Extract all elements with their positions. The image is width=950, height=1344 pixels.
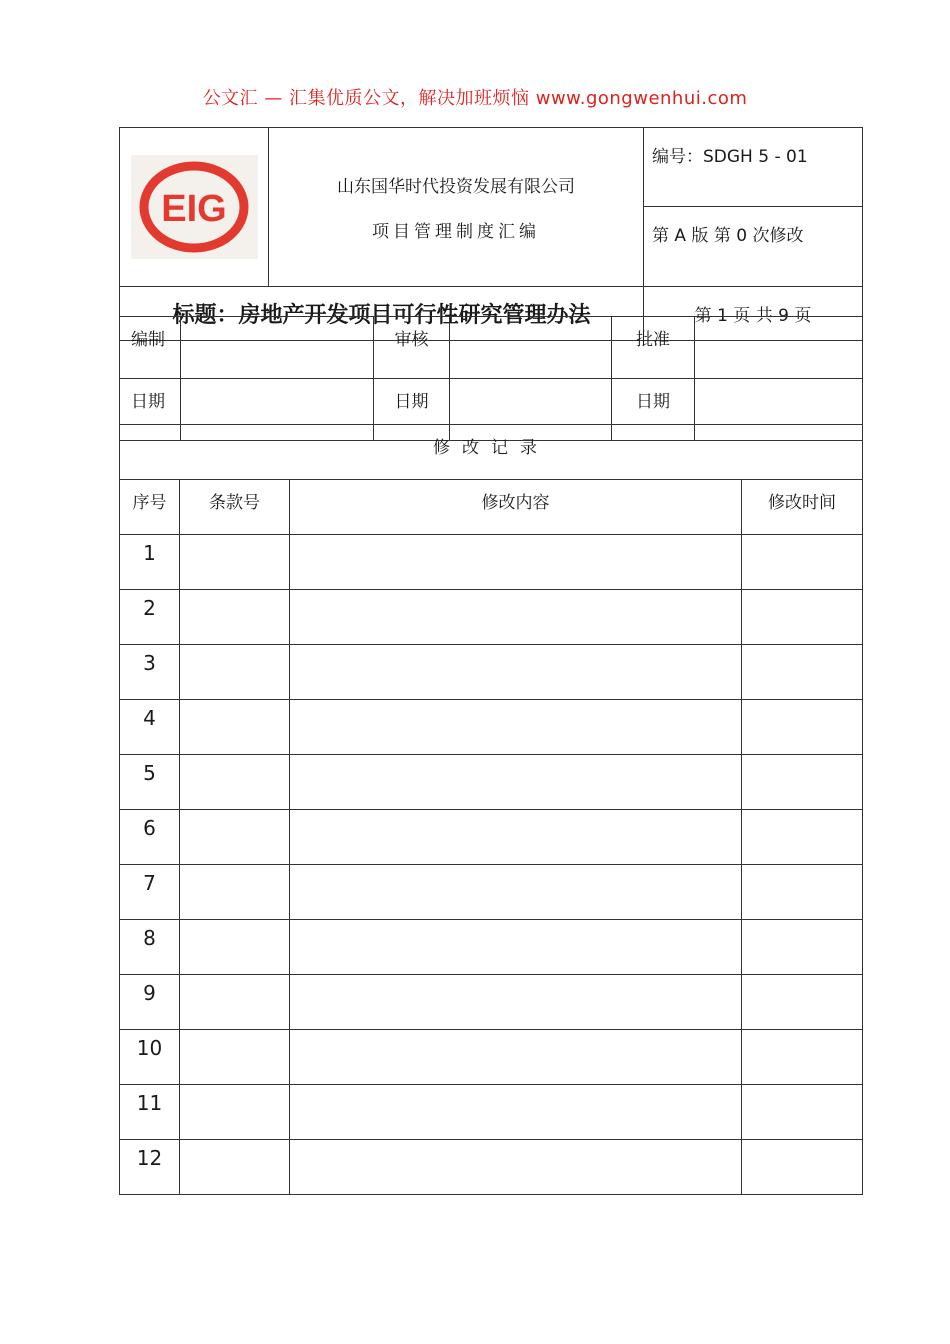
content-cell[interactable] xyxy=(290,1085,742,1140)
clause-cell[interactable] xyxy=(180,975,290,1030)
clause-cell[interactable] xyxy=(180,865,290,920)
document-collection: 项目管理制度汇编 xyxy=(372,222,540,242)
row-number: 5 xyxy=(120,755,180,810)
time-cell[interactable] xyxy=(742,975,863,1030)
date-label: 日期 xyxy=(612,379,695,441)
row-number: 1 xyxy=(120,535,180,590)
table-row xyxy=(120,645,863,700)
time-cell[interactable] xyxy=(742,535,863,590)
content-cell[interactable] xyxy=(290,975,742,1030)
time-cell[interactable] xyxy=(742,1085,863,1140)
content-cell[interactable] xyxy=(290,700,742,755)
document-version: 第 A 版 第 0 次修改 xyxy=(644,207,863,287)
content-cell[interactable] xyxy=(290,755,742,810)
clause-cell[interactable] xyxy=(180,645,290,700)
prepared-field[interactable] xyxy=(181,317,374,379)
time-cell[interactable] xyxy=(742,590,863,645)
company-name: 山东国华时代投资发展有限公司 xyxy=(337,177,575,197)
logo-cell xyxy=(120,128,269,287)
table-row xyxy=(120,700,863,755)
row-number: 6 xyxy=(120,810,180,865)
row-number: 4 xyxy=(120,700,180,755)
company-cell xyxy=(269,128,644,287)
document-header xyxy=(119,127,863,341)
time-cell[interactable] xyxy=(742,1030,863,1085)
clause-cell[interactable] xyxy=(180,590,290,645)
table-row xyxy=(120,1140,863,1195)
table-row xyxy=(120,975,863,1030)
row-number: 7 xyxy=(120,865,180,920)
column-header: 条款号 xyxy=(180,480,290,535)
clause-cell[interactable] xyxy=(180,920,290,975)
time-cell[interactable] xyxy=(742,1140,863,1195)
time-cell[interactable] xyxy=(742,810,863,865)
row-number: 11 xyxy=(120,1085,180,1140)
row-number: 10 xyxy=(120,1030,180,1085)
table-row xyxy=(120,810,863,865)
document-code: 编号：SDGH 5 - 01 xyxy=(644,128,863,207)
time-cell[interactable] xyxy=(742,755,863,810)
clause-cell[interactable] xyxy=(180,535,290,590)
revision-record-table xyxy=(119,424,863,1195)
approved-field[interactable] xyxy=(695,317,863,379)
approved-label: 批准 xyxy=(612,317,695,379)
row-number: 2 xyxy=(120,590,180,645)
clause-cell[interactable] xyxy=(180,810,290,865)
time-cell[interactable] xyxy=(742,645,863,700)
table-row xyxy=(120,535,863,590)
table-row xyxy=(120,865,863,920)
website-banner: 公文汇 — 汇集优质公文，解决加班烦恼 www.gongwenhui.com xyxy=(202,88,748,109)
date-label: 日期 xyxy=(120,379,181,441)
content-cell[interactable] xyxy=(290,920,742,975)
content-cell[interactable] xyxy=(290,865,742,920)
row-number: 3 xyxy=(120,645,180,700)
prepared-label: 编制 xyxy=(120,317,181,379)
table-row xyxy=(120,590,863,645)
clause-cell[interactable] xyxy=(180,1140,290,1195)
time-cell[interactable] xyxy=(742,865,863,920)
document-title: 标题：房地产开发项目可行性研究管理办法 xyxy=(120,287,644,341)
table-row xyxy=(120,755,863,810)
content-cell[interactable] xyxy=(290,535,742,590)
reviewed-field[interactable] xyxy=(450,317,612,379)
date-label: 日期 xyxy=(374,379,450,441)
content-cell[interactable] xyxy=(290,590,742,645)
table-row xyxy=(120,920,863,975)
content-cell[interactable] xyxy=(290,1140,742,1195)
time-cell[interactable] xyxy=(742,920,863,975)
table-row xyxy=(120,1030,863,1085)
row-number: 8 xyxy=(120,920,180,975)
row-number: 12 xyxy=(120,1140,180,1195)
content-cell[interactable] xyxy=(290,645,742,700)
clause-cell[interactable] xyxy=(180,755,290,810)
content-cell[interactable] xyxy=(290,1030,742,1085)
clause-cell[interactable] xyxy=(180,1030,290,1085)
logo-lettering: EIG xyxy=(160,188,227,230)
table-row xyxy=(120,1085,863,1140)
column-header: 修改时间 xyxy=(742,480,863,535)
signoff-table xyxy=(119,316,863,441)
clause-cell[interactable] xyxy=(180,1085,290,1140)
row-number: 9 xyxy=(120,975,180,1030)
revision-record-title: 修改记录 xyxy=(120,425,863,480)
content-cell[interactable] xyxy=(290,810,742,865)
column-header: 序号 xyxy=(120,480,180,535)
page-indicator: 第 1 页 共 9 页 xyxy=(644,287,863,341)
clause-cell[interactable] xyxy=(180,700,290,755)
company-logo xyxy=(131,155,258,259)
reviewed-label: 审核 xyxy=(374,317,450,379)
column-header: 修改内容 xyxy=(290,480,742,535)
time-cell[interactable] xyxy=(742,700,863,755)
